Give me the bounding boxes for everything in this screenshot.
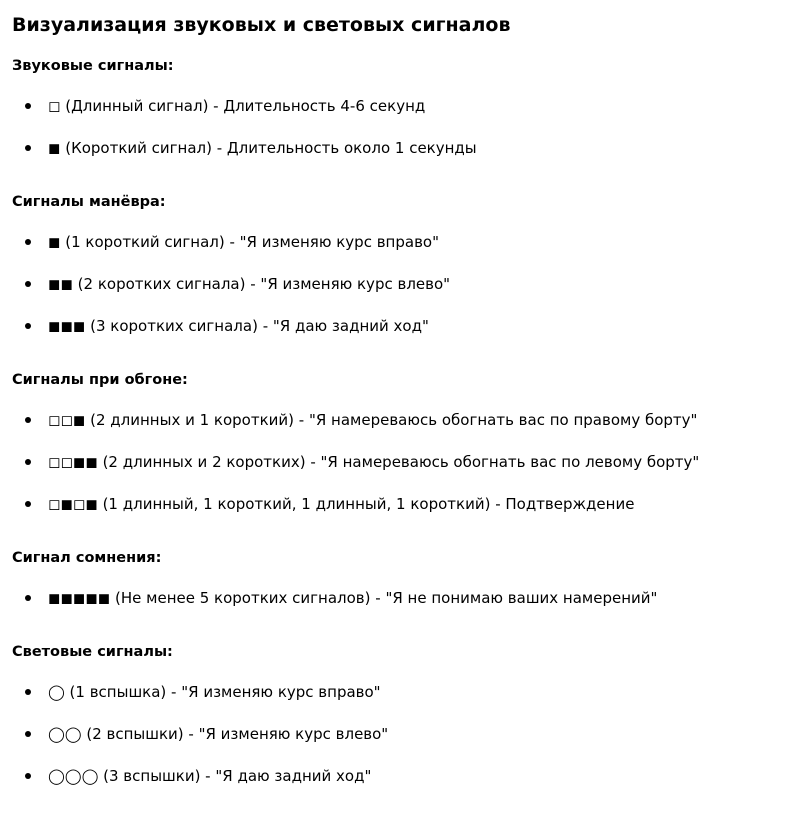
section-heading: Световые сигналы: (12, 644, 173, 660)
list-item: ◼◼◼ (3 коротких сигнала) - "Я даю задний ход" (48, 305, 785, 347)
list-item: ◯ (1 вспышка) - "Я изменяю курс вправо" (48, 671, 785, 713)
page-title: Визуализация звуковых и световых сигналов (12, 14, 511, 36)
list-item: ◼ (1 короткий сигнал) - "Я изменяю курс вправо" (48, 221, 785, 263)
list-item: ◼ (Короткий сигнал) - Длительность около 1 секунды (48, 127, 785, 169)
list-item: ◼◼ (2 коротких сигнала) - "Я изменяю курс влево" (48, 263, 785, 305)
section-heading: Сигнал сомнения: (12, 550, 162, 566)
signal-list (12, 221, 785, 347)
signal-list (12, 399, 785, 525)
section-heading: Звуковые сигналы: (12, 58, 174, 74)
list-item: ◻ (Длинный сигнал) - Длительность 4-6 секунд (48, 85, 785, 127)
signal-list (12, 85, 785, 169)
section-heading: Сигналы манёвра: (12, 194, 166, 210)
list-item: ◻◼◻◼ (1 длинный, 1 короткий, 1 длинный, 1 короткий) - Подтверждение (48, 483, 785, 525)
list-item: ◼◼◼◼◼ (Не менее 5 коротких сигналов) - "Я не понимаю ваших намерений" (48, 577, 785, 619)
list-item: ◻◻◼◼ (2 длинных и 2 коротких) - "Я намереваюсь обогнать вас по левому борту" (48, 441, 785, 483)
signal-list (12, 577, 785, 619)
list-item: ◻◻◼ (2 длинных и 1 короткий) - "Я намереваюсь обогнать вас по правому борту" (48, 399, 785, 441)
section-heading: Сигналы при обгоне: (12, 372, 188, 388)
list-item: ◯◯◯ (3 вспышки) - "Я даю задний ход" (48, 755, 785, 797)
sections (12, 56, 785, 797)
list-item: ◯◯ (2 вспышки) - "Я изменяю курс влево" (48, 713, 785, 755)
signal-list (12, 671, 785, 797)
